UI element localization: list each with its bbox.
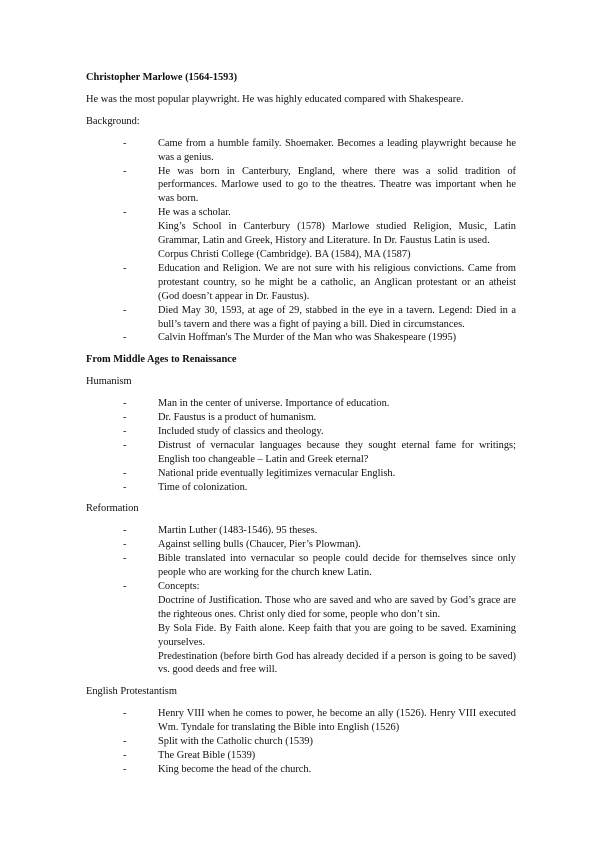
list-item xyxy=(158,206,516,262)
protestantism-list xyxy=(86,707,516,777)
humanism-list xyxy=(86,397,516,494)
list-item: - Came from a humble family. Shoemaker. Becomes a leading playwright because he was a genius. xyxy=(158,137,516,165)
list-item-subline: Corpus Christi College (Cambridge). BA (1584), MA (1587) xyxy=(158,248,411,260)
list-item: - Henry VIII when he comes to power, he become an ally (1526). Henry VIII executed Wm. Tyndale for translating the Bible into English (1526) xyxy=(158,707,516,735)
document-page xyxy=(86,71,516,785)
list-item-text: - He was a scholar. xyxy=(158,207,231,219)
list-item: - Died May 30, 1593, at age of 29, stabbed in the eye in a tavern. Legend: Died in a bull’s tavern and there was a fight of paying a bill. Died in circumstances. xyxy=(158,304,516,332)
reformation-heading: Reformation xyxy=(86,503,139,515)
list-item: - Split with the Catholic church (1539) xyxy=(158,735,516,749)
list-item: - Dr. Faustus is a product of humanism. xyxy=(158,411,516,425)
protestantism-heading: English Protestantism xyxy=(86,686,177,698)
humanism-heading: Humanism xyxy=(86,376,132,388)
list-item: - Calvin Hoffman's The Murder of the Man who was Shakespeare (1995) xyxy=(158,331,516,345)
list-item-subline: King’s School in Canterbury (1578) Marlowe studied Religion, Music, Latin Grammar, Latin and Greek, History and Literature. In Dr. Faustus Latin is used. xyxy=(158,221,516,247)
list-item xyxy=(158,580,516,677)
list-item-text: - Concepts: xyxy=(158,581,200,592)
list-item: - King become the head of the church. xyxy=(158,763,516,777)
background-list xyxy=(86,137,516,346)
list-item: - Time of colonization. xyxy=(158,481,516,495)
list-item: - National pride eventually legitimizes vernacular English. xyxy=(158,467,516,481)
list-item: - Education and Religion. We are not sure with his religious convictions. Came from protestant country, so he might be a catholic, an Anglican protestant or an atheist (God doesn’t appear in Dr. Faustus). xyxy=(158,262,516,304)
list-item: - Included study of classics and theology. xyxy=(158,425,516,439)
background-heading: Background: xyxy=(86,115,140,127)
section-heading: From Middle Ages to Renaissance xyxy=(86,354,237,366)
list-item: - The Great Bible (1539) xyxy=(158,749,516,763)
list-item: - Distrust of vernacular languages because they sought eternal fame for writings; English too changeable – Latin and Greek eternal? xyxy=(158,439,516,467)
intro-paragraph: He was the most popular playwright. He was highly educated compared with Shakespeare. xyxy=(86,93,464,105)
concept-line: Doctrine of Justification. Those who are saved and who are saved by God’s grace are the righteous ones. Christ only died for some, people who don’t sin. xyxy=(158,594,516,620)
list-item: - Martin Luther (1483-1546). 95 theses. xyxy=(158,524,516,538)
list-item: - Man in the center of universe. Importance of education. xyxy=(158,397,516,411)
list-item: - Against selling bulls (Chaucer, Pier’s Plowman). xyxy=(158,538,516,552)
concept-line: By Sola Fide. By Faith alone. Keep faith that you are going to be saved. Examining yourselves. xyxy=(158,622,516,648)
concept-line: Predestination (before birth God has already decided if a person is going to be saved) vs. good deeds and free will. xyxy=(158,650,516,676)
document-title: Christopher Marlowe (1564-1593) xyxy=(86,72,238,83)
reformation-list xyxy=(86,524,516,677)
list-item: - He was born in Canterbury, England, where there was a solid tradition of performances. Marlowe used to go to the theatres. Theatre was important when he was born. xyxy=(158,165,516,207)
list-item: - Bible translated into vernacular so people could decide for themselves since only people who are working for the church knew Latin. xyxy=(158,552,516,580)
